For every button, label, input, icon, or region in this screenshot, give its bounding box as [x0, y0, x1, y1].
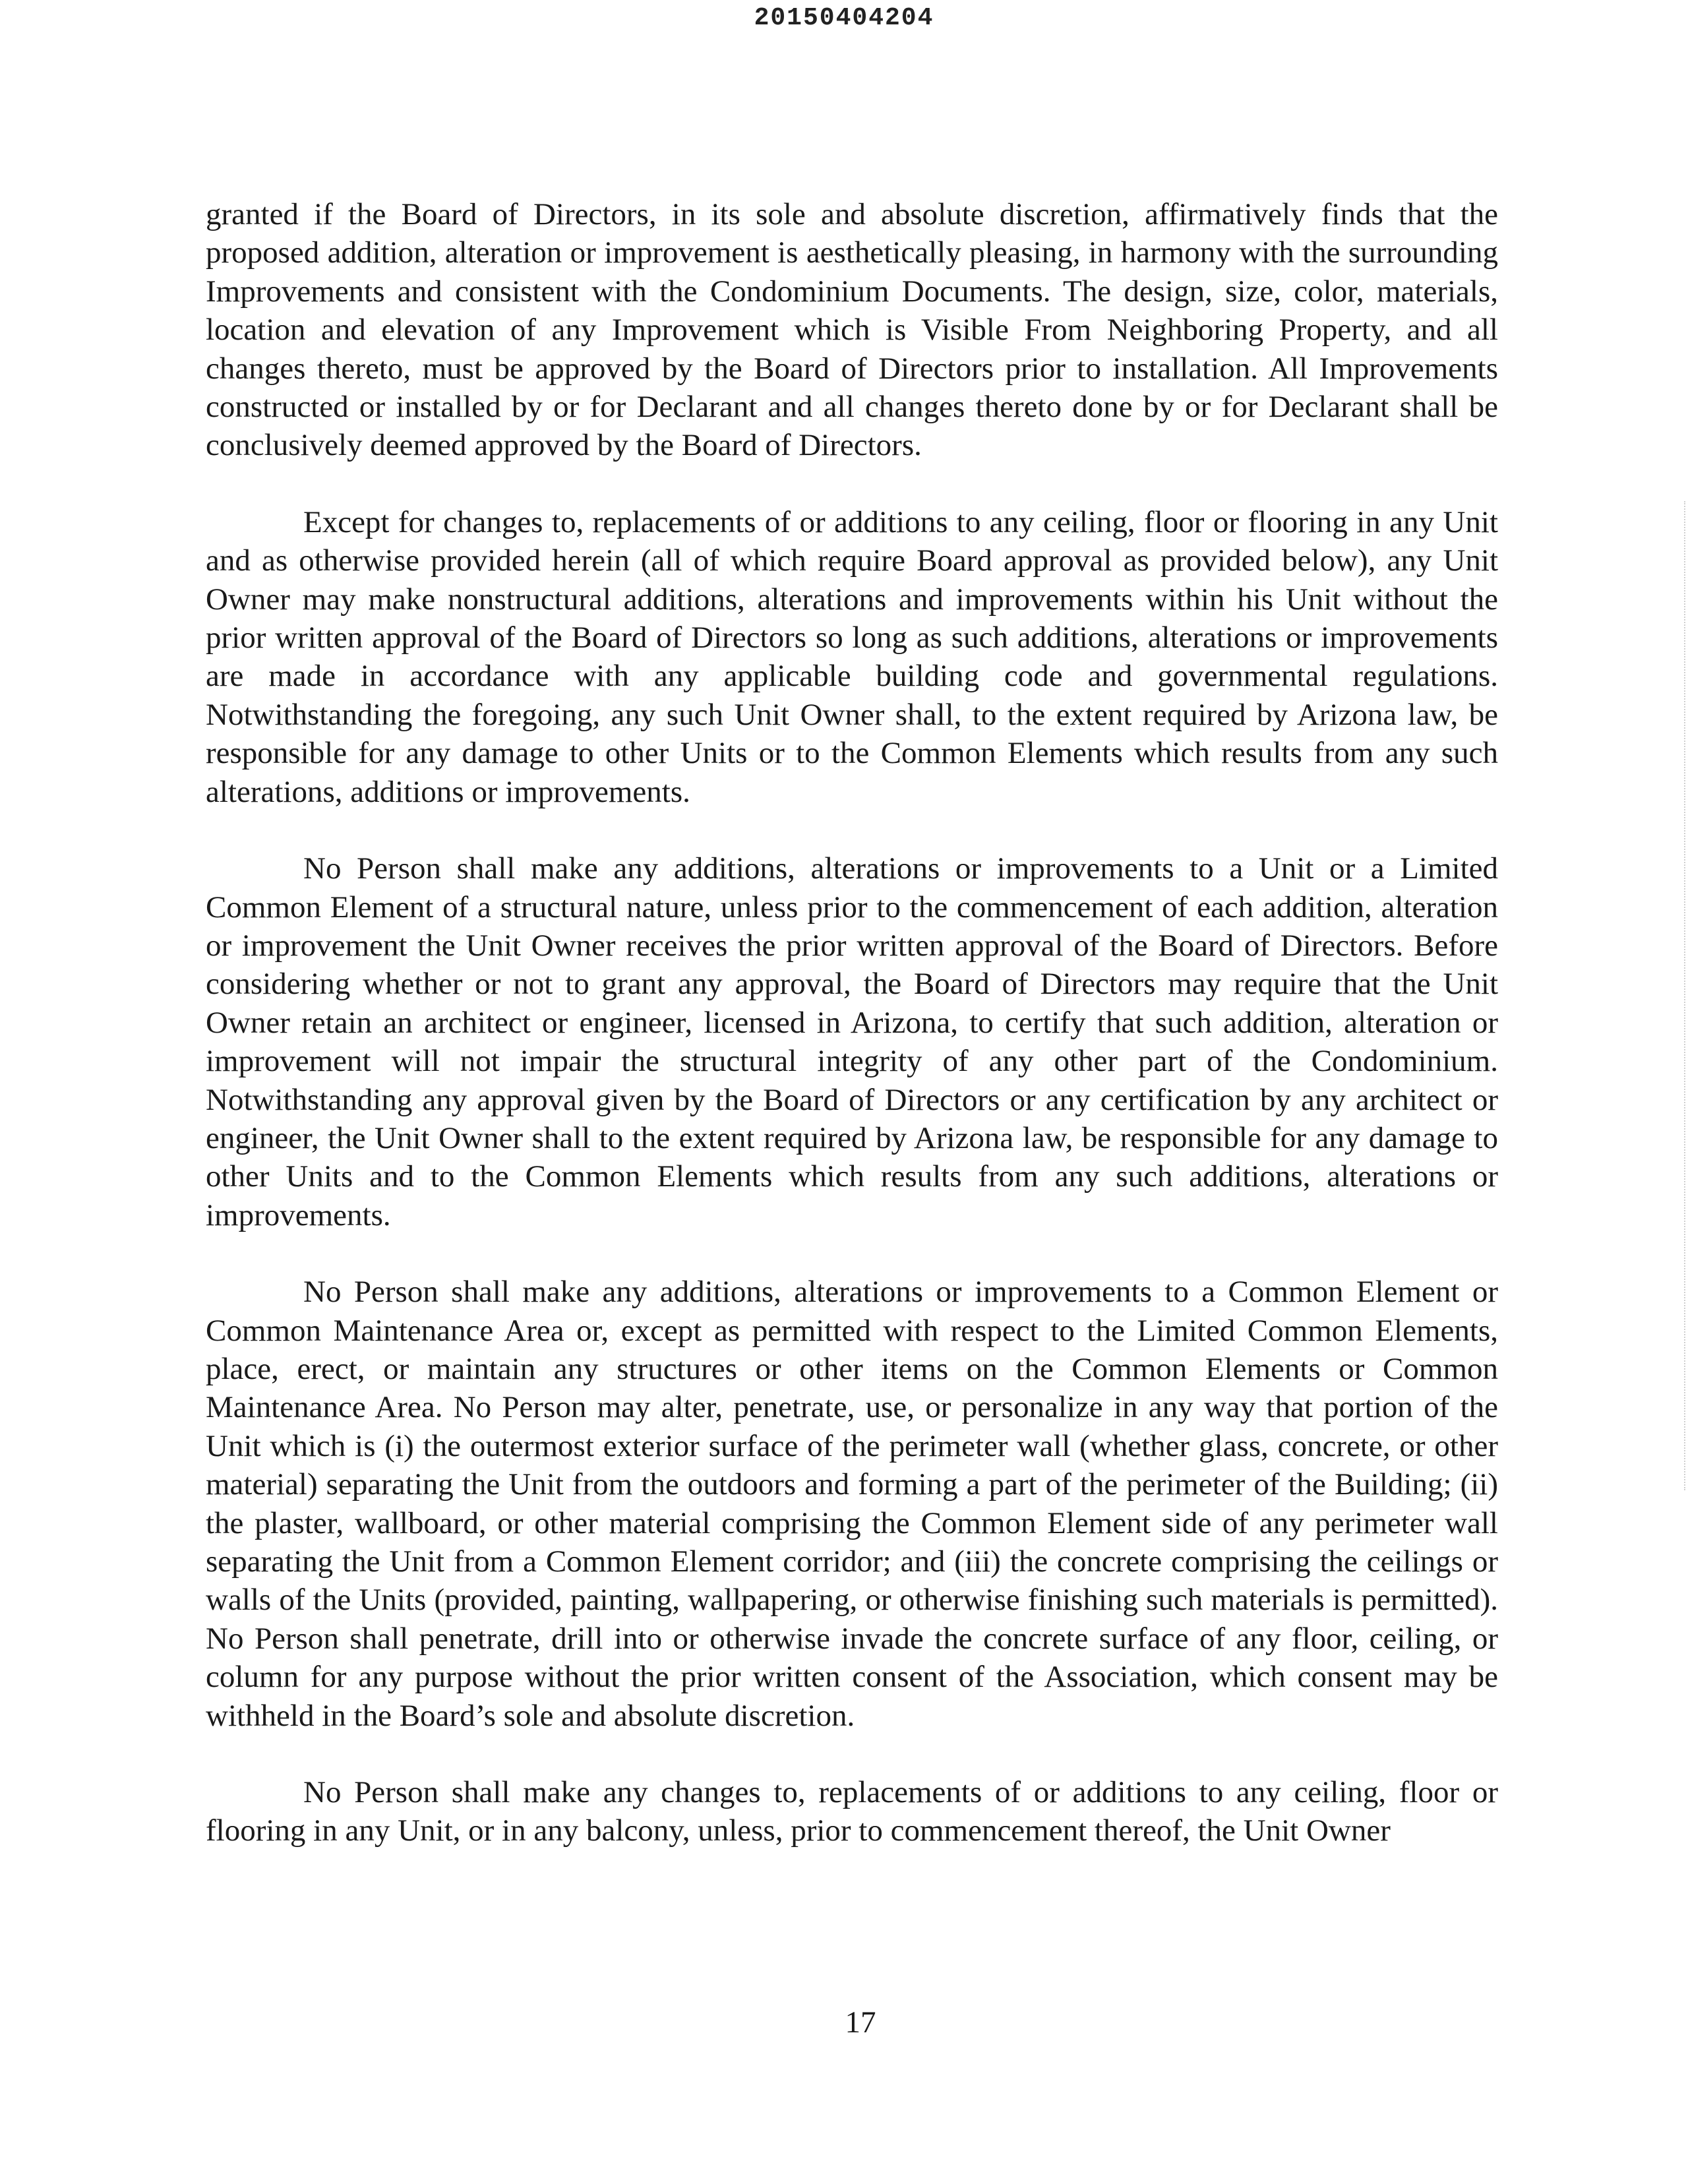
paragraph-structural-changes: No Person shall make any additions, alterations or improvements to a Unit or a Limited Common Element of a structural nature, unless prior to the commencement of each addition, alteration or improvement the Unit Owner receives the prior written approval of the Board of Directors. Before considering whether or not to grant any approval, the Board of Directors may require that the Unit Owner retain an architect or engineer, licensed in Arizona, to certify that such addition, alteration or improvement will not impair the structural integrity of any other part of the Condominium. Notwithstanding any approval given by the Board of Directors or any certification by any architect or engineer, the Unit Owner shall to the extent required by Arizona law, be responsible for any damage to other Units and to the Common Elements which results from any such additions, alterations or improvements. — [206, 851, 1498, 1232]
paragraph-ceiling-flooring: No Person shall make any changes to, replacements of or additions to any ceiling, floor or flooring in any Unit, or in any balcony, unless, prior to commencement thereof, the Unit Owner — [206, 1775, 1498, 1848]
paragraph-approval-continuation: granted if the Board of Directors, in its sole and absolute discretion, affirmatively finds that the proposed addition, alteration or improvement is aesthetically pleasing, in harmony with the surrounding Improvements and consistent with the Condominium Documents. The design, size, color, materials, location and elevation of any Improvement which is Visible From Neighboring Property, and all changes thereto, must be approved by the Board of Directors prior to installation. All Improvements constructed or installed by or for Declarant and all changes thereto done by or for Declarant shall be conclusively deemed approved by the Board of Directors. — [206, 197, 1498, 463]
scan-edge-marks — [1680, 501, 1685, 1490]
document-number: 20150404204 — [754, 4, 934, 32]
paragraph-nonstructural-changes: Except for changes to, replacements of or additions to any ceiling, floor or flooring in any Unit and as otherwise provided herein (all of which require Board approval as provided below), any Unit Owner may make nonstructural additions, alterations and improvements within his Unit without the prior written approval of the Board of Directors so long as such additions, alterations or improvements are made in accordance with any applicable building code and governmental regulations. Notwithstanding the foregoing, any such Unit Owner shall, to the extent required by Arizona law, be responsible for any damage to other Units or to the Common Elements which results from any such alterations, additions or improvements. — [206, 504, 1498, 809]
paragraph-common-elements: No Person shall make any additions, alterations or improvements to a Common Element or Common Maintenance Area or, except as permitted with respect to the Limited Common Elements, place, erect, or maintain any structures or other items on the Common Elements or Common Maintenance Area. No Person may alter, penetrate, use, or personalize in any way that portion of the Unit which is (i) the outermost exterior surface of the perimeter wall (whether glass, concrete, or other material) separating the Unit from the outdoors and forming a part of the perimeter of the Building; (ii) the plaster, wallboard, or other material comprising the Common Element side of any perimeter wall separating the Unit from a Common Element corridor; and (iii) the concrete comprising the ceilings or walls of the Units (provided, painting, wallpapering, or otherwise finishing such materials is permitted). No Person shall penetrate, drill into or otherwise invade the concrete surface of any floor, ceiling, or column for any purpose without the prior written consent of the Association, which consent may be withheld in the Board’s sole and absolute discretion. — [206, 1275, 1498, 1733]
page-number: 17 — [845, 2005, 876, 2040]
document-body — [206, 195, 1498, 1850]
